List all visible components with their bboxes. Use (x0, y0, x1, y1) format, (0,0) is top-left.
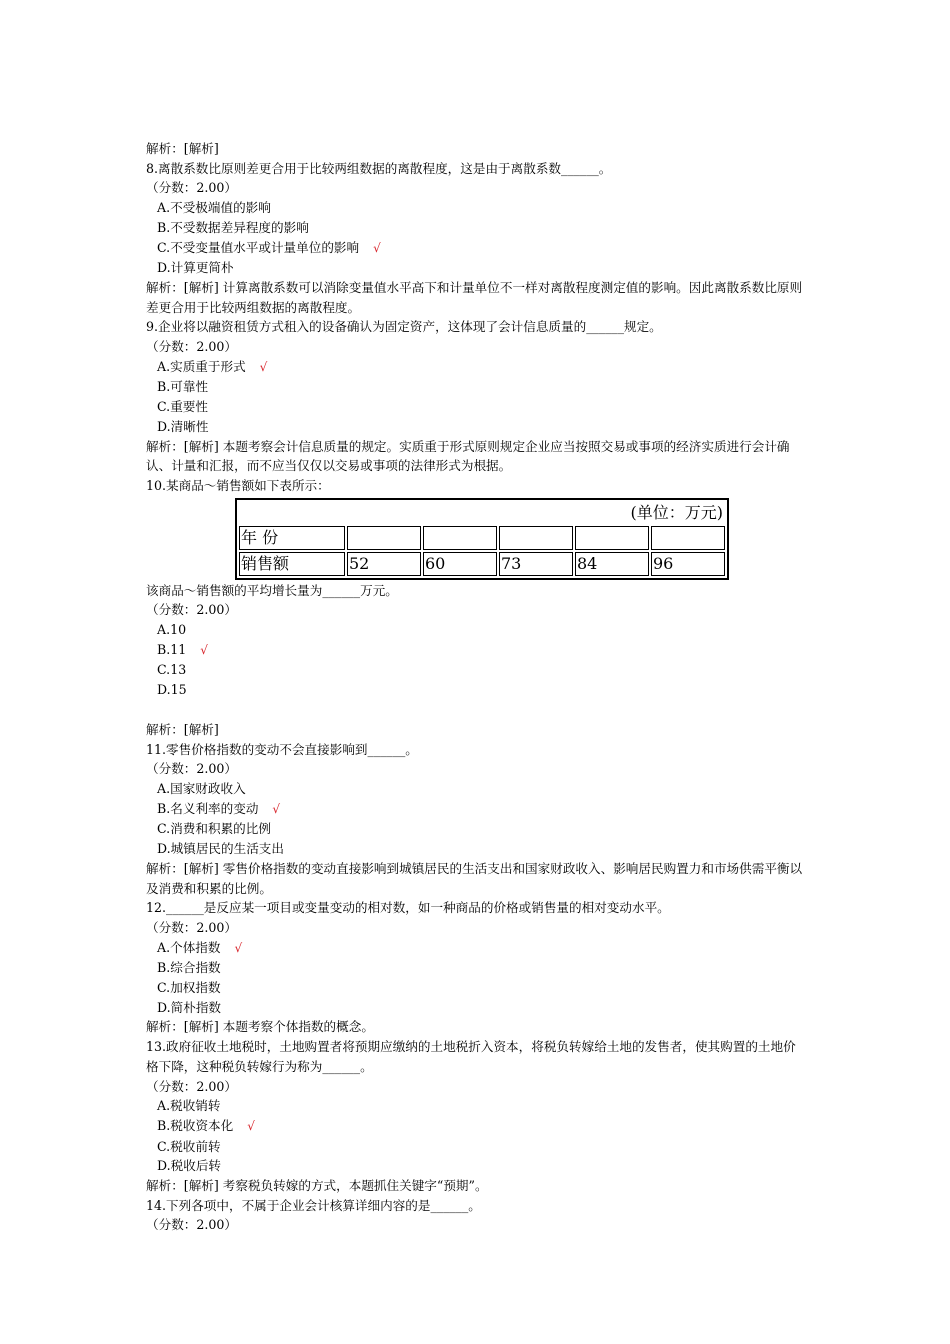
line-text: 解析：[解析] 计算离散系数可以消除变量值水平高下和计量单位不一样对离散程度测定值的影响。因此离散系数比原则差更合用于比较两组数据的离散程度。 (146, 279, 803, 315)
line-text: 10.某商品～销售额如下表所示： (146, 477, 330, 493)
table-cell-sales: 96 (651, 552, 725, 576)
answer-option[interactable] (146, 620, 806, 640)
answer-option[interactable] (146, 680, 806, 700)
score-text (146, 759, 806, 779)
answer-option[interactable] (146, 799, 806, 820)
answer-option[interactable] (146, 978, 806, 998)
line-text: C.不受变量值水平或计量单位的影响 (157, 239, 360, 255)
line-text: （分数：2.00） (146, 1078, 238, 1094)
line-text: A.实质重于形式 (157, 358, 246, 374)
line-text: B.税收资本化 (157, 1117, 234, 1133)
answer-option[interactable] (146, 1116, 806, 1137)
answer-option[interactable] (146, 660, 806, 680)
answer-option[interactable] (146, 1096, 806, 1116)
answer-option[interactable] (146, 938, 806, 959)
line-text: B.11 (157, 641, 187, 657)
line-text: 解析：[解析] 零售价格指数的变动直接影响到城镇居民的生活支出和国家财政收入、影响居民购置力和市场供需平衡以及消费和积累的比例。 (146, 860, 803, 896)
line-text: （分数：2.00） (146, 602, 238, 618)
line-text: 9.企业将以融资租赁方式租入的设备确认为固定资产，这体现了会计信息质量的______规定。 (146, 319, 662, 335)
answer-option[interactable] (146, 1156, 806, 1176)
answer-option[interactable] (146, 238, 806, 259)
table-cell-sales: 73 (499, 552, 573, 576)
analysis-text (146, 720, 806, 740)
analysis-text (146, 278, 806, 317)
question-text (146, 159, 806, 179)
analysis-text (146, 139, 806, 159)
answer-option[interactable] (146, 958, 806, 978)
answer-option[interactable] (146, 839, 806, 859)
table-cell-year (347, 526, 421, 550)
line-text: 解析：[解析] 本题考察个体指数的概念。 (146, 1019, 374, 1035)
check-mark-icon: √ (373, 240, 381, 255)
answer-option[interactable] (146, 779, 806, 799)
score-text (146, 1215, 806, 1235)
line-text: D.税收后转 (157, 1158, 222, 1174)
score-text (146, 337, 806, 357)
table-unit: (单位：万元) (630, 502, 723, 522)
answer-option[interactable] (146, 198, 806, 218)
answer-option[interactable] (146, 377, 806, 397)
line-text: 该商品～销售额的平均增长量为______万元。 (146, 582, 398, 598)
line-text: B.综合指数 (157, 960, 221, 976)
question-text (146, 476, 806, 496)
line-text: 8.离散系数比原则差更合用于比较两组数据的离散程度，这是由于离散系数______。 (146, 160, 612, 176)
check-mark-icon: √ (247, 1118, 255, 1133)
line-text: 解析：[解析] (146, 141, 219, 156)
answer-option[interactable] (146, 397, 806, 417)
line-text: （分数：2.00） (146, 339, 238, 355)
question-text (146, 317, 806, 337)
answer-option[interactable] (146, 218, 806, 238)
line-text: C.消费和积累的比例 (157, 821, 271, 837)
line-text: C.加权指数 (157, 980, 221, 996)
answer-option[interactable] (146, 258, 806, 278)
line-text: A.国家财政收入 (157, 780, 246, 796)
table-cell-year (499, 526, 573, 550)
table-cell-sales: 60 (423, 552, 497, 576)
line-text: B.名义利率的变动 (157, 800, 259, 816)
line-text: B.不受数据差异程度的影响 (157, 219, 309, 235)
analysis-text (146, 1017, 806, 1037)
score-text (146, 1077, 806, 1097)
line-text: A.不受极端值的影响 (157, 200, 271, 216)
score-text (146, 178, 806, 198)
table-cell-year (423, 526, 497, 550)
line-text: D.计算更简朴 (157, 260, 234, 276)
analysis-text (146, 1176, 806, 1196)
line-text: 12.______是反应某一项目或变量变动的相对数，如一种商品的价格或销售量的相对变动水平。 (146, 900, 670, 916)
line-text: （分数：2.00） (146, 1217, 238, 1233)
answer-option[interactable] (146, 1137, 806, 1157)
table-cell-year (651, 526, 725, 550)
answer-option[interactable] (146, 998, 806, 1018)
line-text: A.个体指数 (157, 939, 221, 955)
line-text: （分数：2.00） (146, 180, 238, 196)
table-cell-sales: 84 (575, 552, 649, 576)
score-text (146, 600, 806, 620)
spacer (146, 700, 806, 720)
answer-option[interactable] (146, 640, 806, 661)
line-text: D.城镇居民的生活支出 (157, 841, 284, 857)
check-mark-icon: √ (200, 642, 208, 657)
question-text (146, 898, 806, 918)
score-text (146, 918, 806, 938)
line-text: （分数：2.00） (146, 919, 238, 935)
line-text: （分数：2.00） (146, 761, 238, 777)
line-text: 13.政府征收土地税时，土地购置者将预期应缴纳的土地税折入资本，将税负转嫁给土地的发售者，使其购置的土地价格下降，这种税负转嫁行为称为______。 (146, 1039, 796, 1074)
line-text: 解析：[解析] 考察税负转嫁的方式，本题抓住关键字“预期”。 (146, 1178, 488, 1194)
document-page (146, 139, 806, 1235)
line-text: C.重要性 (157, 399, 208, 415)
line-text: D.清晰性 (157, 418, 209, 434)
answer-option[interactable] (146, 417, 806, 437)
answer-option[interactable] (146, 357, 806, 378)
line-text: C.税收前转 (157, 1138, 221, 1154)
analysis-text (146, 859, 806, 898)
line-text: 解析：[解析] (146, 721, 219, 737)
line-text: 14.下列各项中，不属于企业会计核算详细内容的是______。 (146, 1197, 481, 1213)
question-text (146, 1037, 806, 1076)
question-text (146, 740, 806, 760)
check-mark-icon: √ (259, 359, 268, 374)
line-text: C.13 (157, 662, 187, 678)
line-text: A.10 (157, 622, 187, 638)
table-cell-sales: 52 (347, 552, 421, 576)
line-text: 解析：[解析] 本题考察会计信息质量的规定。实质重于形式原则规定企业应当按照交易或事项的经济实质进行会计确认、计量和汇报，而不应当仅仅以交易或事项的法律形式为根据。 (146, 438, 790, 474)
table-header-sales: 销售额 (239, 552, 345, 576)
line-text: B.可靠性 (157, 379, 209, 395)
line-text: D.简朴指数 (157, 999, 222, 1015)
table-cell-year (575, 526, 649, 550)
question-text (146, 1196, 806, 1216)
line-text: 11.零售价格指数的变动不会直接影响到______。 (146, 741, 418, 757)
sales-table (235, 498, 729, 580)
check-mark-icon: √ (272, 801, 281, 816)
question-text (146, 581, 806, 601)
line-text: A.税收销转 (157, 1098, 221, 1114)
answer-option[interactable] (146, 819, 806, 839)
check-mark-icon: √ (234, 940, 243, 955)
line-text: D.15 (157, 682, 187, 698)
analysis-text (146, 437, 806, 476)
sales-table-wrap (235, 498, 806, 580)
table-header-year: 年 份 (239, 526, 345, 550)
